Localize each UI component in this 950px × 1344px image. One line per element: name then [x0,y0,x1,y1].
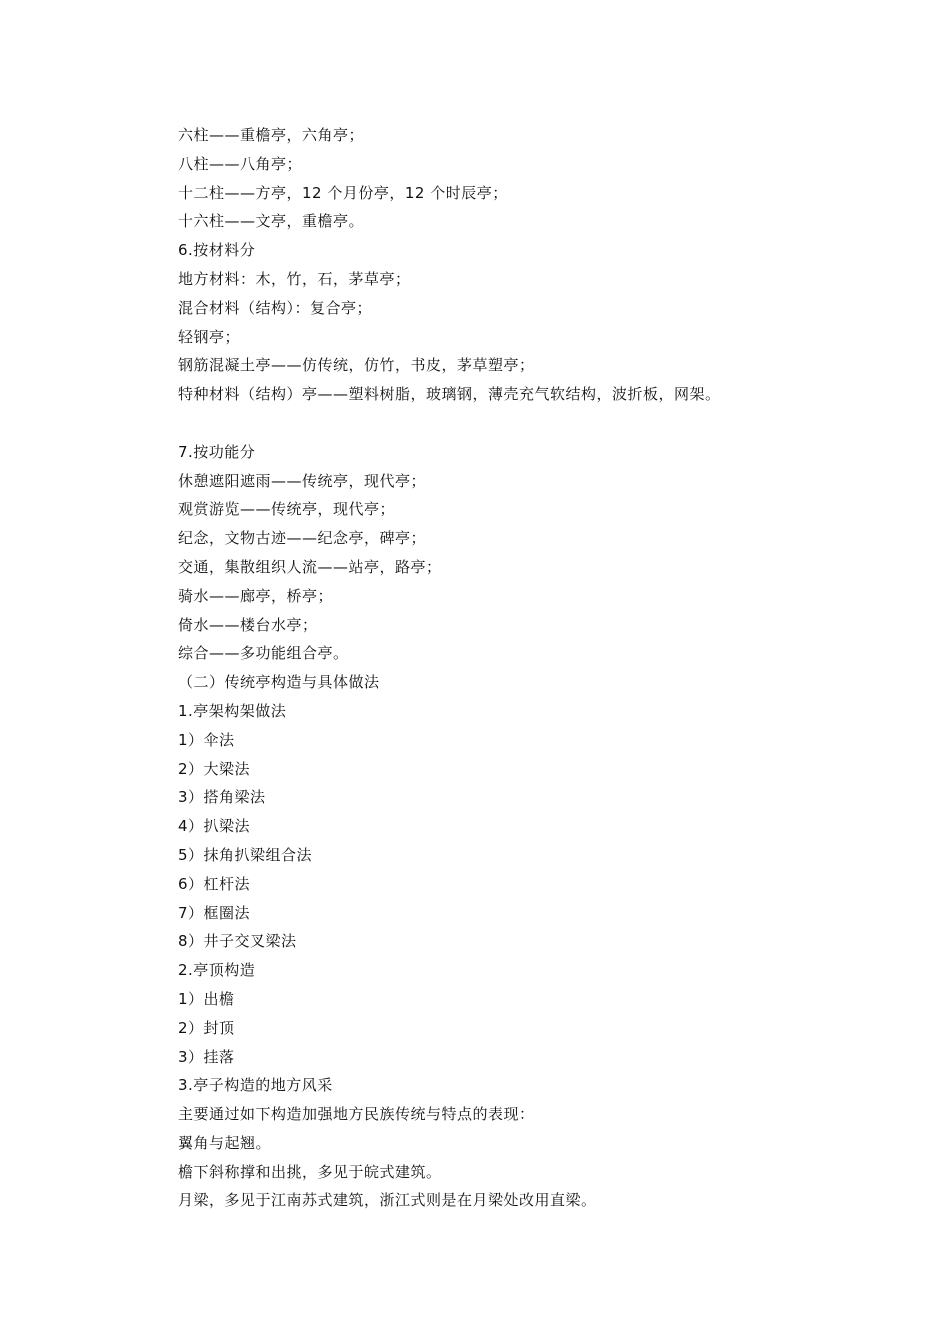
list-item: 5）抹角扒梁组合法 [178,845,313,864]
list-item: 3）挂落 [178,1047,235,1066]
text-line: 十六柱——文亭，重檐亭。 [178,212,365,231]
subsection-heading: 1.亭架构架做法 [178,701,287,720]
text-line: 六柱——重檐亭，六角亭； [178,126,365,144]
list-item: 3）搭角梁法 [178,788,266,807]
list-item: 8）井子交叉梁法 [178,932,297,951]
section-heading: 6.按材料分 [178,241,256,260]
subsection-heading: 2.亭顶构造 [178,961,256,980]
text-line: 综合——多功能组合亭。 [178,644,349,663]
text-line: 休憩遮阳遮雨——传统亭，现代亭； [178,471,427,490]
text-line: 骑水——廊亭，桥亭； [178,586,334,605]
text-line: 混合材料（结构）：复合亭； [178,298,373,317]
text-line: 地方材料：木，竹，石，茅草亭； [178,269,411,288]
section-heading: 7.按功能分 [178,442,256,461]
list-item: 1）出檐 [178,989,235,1008]
text-line: 交通，集散组织人流——站亭，路亭； [178,557,442,576]
text-line: 十二柱——方亭，12 个月份亭，12 个时辰亭； [178,183,508,202]
text-line: 月梁，多见于江南苏式建筑，浙江式则是在月梁处改用直梁。 [178,1191,597,1210]
text-line: 轻钢亭； [178,327,241,346]
list-item: 2）大梁法 [178,759,251,778]
list-item: 2）封顶 [178,1018,235,1037]
text-line: 主要通过如下构造加强地方民族传统与特点的表现： [178,1105,535,1124]
list-item: 7）框圈法 [178,903,251,922]
blank-line [178,409,878,438]
text-line: 特种材料（结构）亭——塑料树脂，玻璃钢，薄壳充气软结构，波折板，网架。 [178,385,721,404]
text-line: 檐下斜称撑和出挑，多见于皖式建筑。 [178,1162,442,1181]
text-line: 观赏游览——传统亭，现代亭； [178,500,396,519]
text-line: 翼角与起翘。 [178,1133,272,1152]
document-body [178,121,878,1215]
section-heading: （二）传统亭构造与具体做法 [178,673,380,692]
text-line: 纪念，文物古迹——纪念亭，碑亭； [178,529,427,548]
text-line: 八柱——八角亭； [178,154,303,173]
list-item: 1）伞法 [178,730,235,749]
list-item: 6）杠杆法 [178,874,251,893]
text-line: 倚水——楼台水亭； [178,615,318,634]
subsection-heading: 3.亭子构造的地方风采 [178,1076,333,1095]
list-item: 4）扒梁法 [178,817,251,836]
text-line: 钢筋混凝土亭——仿传统，仿竹，书皮，茅草塑亭； [178,356,535,375]
